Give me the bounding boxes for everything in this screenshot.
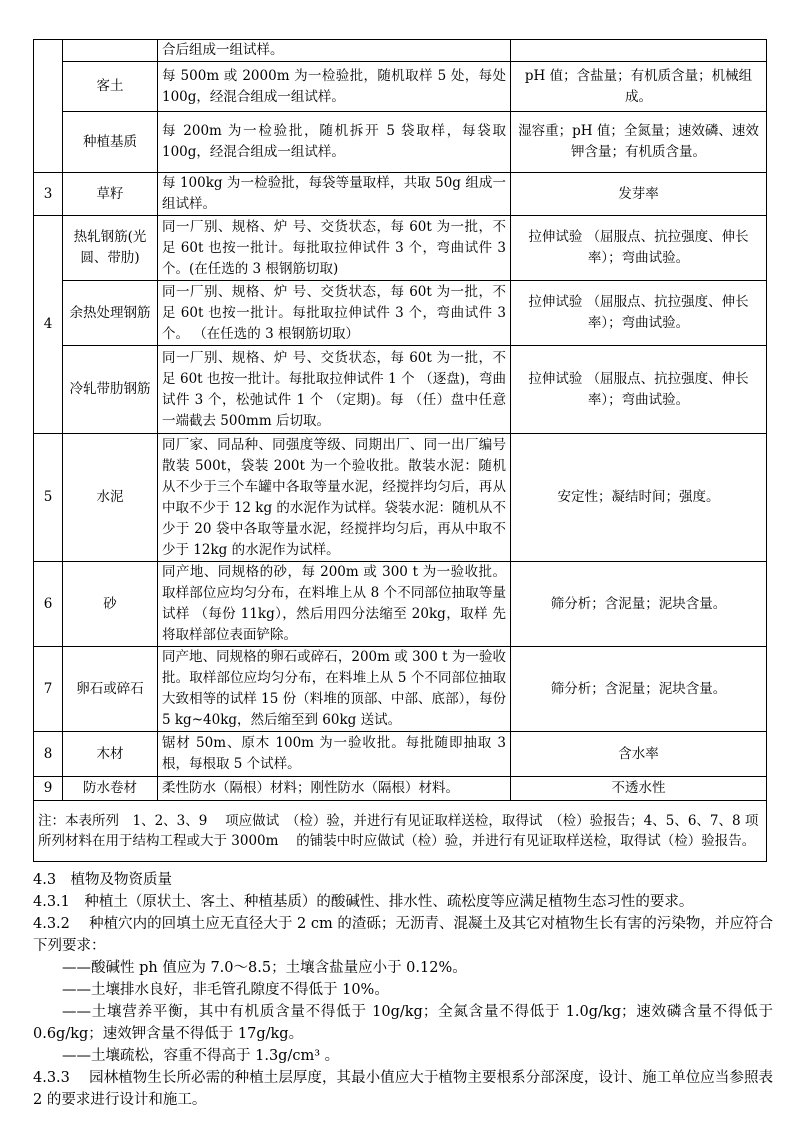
row-number-cell: 6: [34, 562, 63, 647]
table-row: [34, 173, 767, 216]
section-heading: 4.3 植物及物资质量: [33, 872, 173, 888]
paragraph-4-3-1: 4.3.1 种植土（原状土、客土、种植基质）的酸碱性、排水性、疏松度等应满足植物生态习性的要求。: [33, 894, 694, 910]
requirement-item: ——土壤排水良好，非毛管孔隙度不得低于 10%。: [62, 982, 389, 998]
test-items-cell: 发芽率: [511, 173, 767, 216]
test-items-cell: 筛分析；含泥量；泥块含量。: [511, 647, 767, 732]
sampling-method-cell: 锯材 50m、原木 100m 为一验收批。每批随即抽取 3 根，每根取 5 个试样。: [158, 732, 511, 777]
test-items-cell: pH 值；含盐量；有机质含量；机械组成。: [511, 62, 767, 112]
sampling-method-cell: 同产地、同规格的卵石或碎石，200m 或 300 t 为一验收批。取样部位应均匀分布，在料堆上从 5 个不同部位抽取大致相等的试样 15 份（料堆的顶部、中部、底部），每份 5 kg~40kg，然后缩至到 60kg 送试。: [158, 647, 511, 732]
sampling-method-cell: 同一厂别、规格、炉 号、交货状态，每 60t 为一批，不足 60t 也按一批计。每批取拉伸试件 3 个，弯曲试件 3 个。(在任选的 3 根钢筋切取): [158, 216, 511, 281]
table-row: [34, 562, 767, 647]
table-row: [34, 112, 767, 173]
requirement-item: ——土壤营养平衡，其中有机质含量不得低于 10g/kg；全氮含量不得低于 1.0g/kg；速效磷含量不得低于 0.6g/kg；速效钾含量不得低于 17g/kg。: [33, 1004, 773, 1042]
sampling-method-cell: 同产地、同规格的砂，每 200m 或 300 t 为一验收批。取样部位应均匀分布，在料堆上从 8 个不同部位抽取等量试样 （每份 11kg），然后用四分法缩至 20kg，取样 先将取样部位表面铲除。: [158, 562, 511, 647]
material-name-cell: 水泥: [63, 434, 158, 562]
table-row: [34, 40, 767, 62]
sampling-method-cell: 每 100kg 为一检验批，每袋等量取样，共取 50g 组成一组试样。: [158, 173, 511, 216]
test-items-cell: 拉伸试验 （屈服点、抗拉强度、伸长率）；弯曲试验。: [511, 216, 767, 281]
material-name-cell: 砂: [63, 562, 158, 647]
test-items-cell: 拉伸试验 （屈服点、抗拉强度、伸长率）；弯曲试验。: [511, 346, 767, 434]
row-number-cell: 7: [34, 647, 63, 732]
material-name-cell: 客土: [63, 62, 158, 112]
sampling-method-cell: 柔性防水（隔根）材料；刚性防水（隔根）材料。: [158, 777, 511, 801]
row-number-cell: [34, 40, 63, 173]
paragraph-4-3-2: 4.3.2 种植穴内的回填土应无直径大于 2 cm 的渣砾；无沥青、混凝土及其它对植物生长有害的污染物，并应符合下列要求：: [33, 916, 773, 954]
sampling-method-cell: 同一厂别、规格、炉 号、交货状态，每 60t 为一批，不足 60t 也按一批计。每批取拉伸试件 3 个，弯曲试件 3 个。 （在任选的 3 根钢筋切取）: [158, 281, 511, 346]
material-name-cell: 种植基质: [63, 112, 158, 173]
row-number-cell: 9: [34, 777, 63, 801]
material-name-cell: 草籽: [63, 173, 158, 216]
material-name-cell: 余热处理钢筋: [63, 281, 158, 346]
table-row: [34, 434, 767, 562]
table-row: [34, 346, 767, 434]
table-note: 注：本表所列 1、2、3、9 项应做试 （检）验，并进行有见证取样送检，取得试 （检）验报告；4、5、6、7、8 项所列材料在用于结构工程或大于 3000m 的铺装中时应做试（检）验，并进行有见证取样送检，取得试（检）验报告。: [34, 801, 767, 862]
test-items-cell: 安定性；凝结时间；强度。: [511, 434, 767, 562]
material-name-cell: 卵石或碎石: [63, 647, 158, 732]
material-name-cell: 木材: [63, 732, 158, 777]
sampling-method-cell: 同厂家、同品种、同强度等级、同期出厂、同一出厂编号散装 500t，袋装 200t 为一个验收批。散装水泥：随机从不少于三个车罐中各取等量水泥，经搅拌均匀后，再从中取不少于 12 kg 的水泥作为试样。袋装水泥：随机从不少于 20 袋中各取等量水泥，经搅拌均匀后，再从中取不少于 12kg 的水泥作为试样。: [158, 434, 511, 562]
requirement-item: ——酸碱性 ph 值应为 7.0～8.5；土壤含盐量应小于 0.12%。: [62, 960, 467, 976]
table-row: [34, 647, 767, 732]
material-inspection-table: [33, 39, 767, 862]
table-row: [34, 62, 767, 112]
test-items-cell: 不透水性: [511, 777, 767, 801]
paragraph-4-3-3: 4.3.3 园林植物生长所必需的种植土层厚度，其最小值应大于植物主要根系分部深度，设计、施工单位应当参照表 2 的要求进行设计和施工。: [33, 1070, 773, 1108]
material-name-cell: 热轧钢筋(光圆、带肋): [63, 216, 158, 281]
row-number-cell: 3: [34, 173, 63, 216]
table-note-row: [34, 801, 767, 862]
sampling-method-cell: 每 200m 为一检验批，随机拆开 5 袋取样，每袋取 100g，经混合组成一组试样。: [158, 112, 511, 173]
row-number-cell: 4: [34, 216, 63, 434]
test-items-cell: 湿容重；pH 值；全氮量；速效磷、速效钾含量；有机质含量。: [511, 112, 767, 173]
sampling-method-cell: 同一厂别、规格、炉 号、交货状态，每 60t 为一批，不足 60t 也按一批计。每批取拉伸试件 1 个 （逐盘)，弯曲试件 3 个，松弛试件 1 个 （定期)。每 （任）盘中任意一端截去 500mm 后切取。: [158, 346, 511, 434]
material-name-cell: 防水卷材: [63, 777, 158, 801]
body-paragraphs: [33, 869, 773, 1111]
test-items-cell: 筛分析；含泥量；泥块含量。: [511, 562, 767, 647]
table-row: [34, 216, 767, 281]
document-content: [33, 39, 773, 1111]
sampling-method-cell: 合后组成一组试样。: [158, 40, 511, 62]
table-row: [34, 732, 767, 777]
requirement-item: ——土壤疏松，容重不得高于 1.3g/cm³ 。: [62, 1048, 340, 1064]
test-items-cell: 拉伸试验 （屈服点、抗拉强度、伸长率）；弯曲试验。: [511, 281, 767, 346]
table-row: [34, 281, 767, 346]
test-items-cell: 含水率: [511, 732, 767, 777]
test-items-cell: [511, 40, 767, 62]
row-number-cell: 8: [34, 732, 63, 777]
row-number-cell: 5: [34, 434, 63, 562]
material-name-cell: [63, 40, 158, 62]
table-row: [34, 777, 767, 801]
material-name-cell: 冷轧带肋钢筋: [63, 346, 158, 434]
sampling-method-cell: 每 500m 或 2000m 为一检验批，随机取样 5 处，每处 100g，经混合组成一组试样。: [158, 62, 511, 112]
